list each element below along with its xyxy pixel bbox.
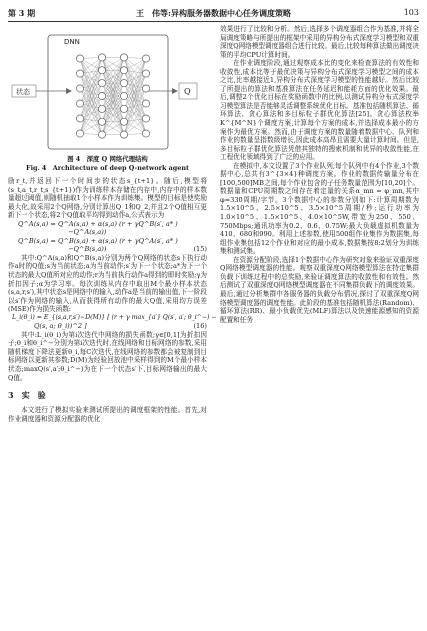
equation-16b-body: Q(s, a; θ_i))^2 ] xyxy=(34,322,87,331)
neural-network-graph xyxy=(76,54,149,138)
network-node xyxy=(98,67,105,74)
issue-number: 第 3 期 xyxy=(8,8,36,18)
network-node xyxy=(120,67,127,74)
equation-15-number: (15) xyxy=(193,245,207,254)
network-node xyxy=(120,54,127,61)
running-header xyxy=(8,6,419,20)
network-node xyxy=(98,131,105,138)
equation-15b: −Q^A(s,a)) xyxy=(68,228,107,237)
right-paragraph-2: 在作业调度阶段,通过观察成本比的变化来检查算法的有效性和收敛性,成本比等于最优决策与异构分布式深度学习模型之间的成本之比,比率越接近1,异构分布式深度学习模型的性能越好。然后比较了所提出的算法和基准算法在任务延迟和能耗方面的优化效果。最后,调整2个优化目标在奖励函数中的比例,以测试异构分布式深度学习模型算法是否能够灵活调整系统优化目标。基准包括随机算法、循环算法、贪心算法和多目标粒子群优化算法[25]。贪心算法枚举K^{M^N}个调度方案,计算每个方案的成本,并选择成本最小的方案作为最优方案。然而,由于调度方案的数量随着数据中心、队列和作业的数量呈指数级增长,因此成本高昂且需要大量计算时间。但是,多目标粒子群优化算法凭借其独特的搜索机制和优异的收敛性能,在工程优化领域得到了广泛的应用。 xyxy=(220,59,419,162)
section-heading-experiment: 3 实 验 xyxy=(8,390,46,401)
network-node xyxy=(76,70,83,77)
equation-15a: Q^A(s,a) = Q^A(s,a) + α(s,a) (r + γQ^B(s′, a* ) xyxy=(18,219,178,228)
network-node xyxy=(98,80,105,87)
equation-16b xyxy=(8,322,207,331)
figure-4 xyxy=(8,25,207,153)
right-paragraph-4: 在资源分配阶段,选择1个数据中心作为研究对象来验证双重深度Q网络模型调度器的性能。观察双重深度Q网络模型算法在特定集群负载下训练过程中的总奖励,来验证调度算法的收敛性和有效性。然后测试了双重深度Q网络模型调度器在不同集群负载下的调度效果。最后,通过分析集群中各服务器的负载分布情况,探讨了双重深度Q网络模型调度器的调度性能。此阶段的基准包括随机算法(Random)、循环算法(RR)、最小负载优先(MLF)算法以及快速能源感知的资源配置和任务 xyxy=(220,255,419,324)
dqn-architecture-diagram xyxy=(8,25,207,153)
network-node xyxy=(142,55,149,62)
network-node xyxy=(142,100,149,107)
network-node xyxy=(120,131,127,138)
left-column xyxy=(8,25,217,423)
running-title: 王 伟等:异构服务器数据中心任务调度策略 xyxy=(136,8,291,18)
network-node xyxy=(98,54,105,61)
equation-15d xyxy=(8,245,207,254)
network-node xyxy=(98,92,105,99)
page-number: 103 xyxy=(403,8,419,17)
network-node xyxy=(142,130,149,137)
right-column xyxy=(220,25,419,324)
q-output-label: Q xyxy=(184,87,191,96)
network-node xyxy=(120,80,127,87)
network-node xyxy=(76,100,83,107)
left-paragraph-4: 本文进行了模拟实验来测试所提出的调度框架的性能。首先,对作业调度器和资源分配器的优化 xyxy=(8,406,207,423)
network-node xyxy=(142,115,149,122)
network-node xyxy=(120,92,127,99)
header-rule xyxy=(8,21,419,22)
network-node xyxy=(76,55,83,62)
left-paragraph-1: 励r_t,并返回下一个时间步的状态s_{t+1}。随后,模型将(s_t,a_t,r_t,s_{t+1})作为训练样本存储在内存中,内存中的样本数量超过阈值,则随机抽取1个小样本作为训练集。模型的目标是使奖励最大化,故采用2个Q网络,分别计算出Q_1和Q_2,并且2个Q值相互更新下一个状态,将2个Q值取平均得到动作a,公式表示为 xyxy=(8,177,207,220)
figure-caption-cn: 图 4 深度 Q 网络代理结构 xyxy=(67,155,148,163)
network-node xyxy=(120,105,127,112)
equation-15c: Q^B(s,a) = Q^B(s,a) + α(s,a) (r + γQ^A(s′, a* ) xyxy=(18,236,178,245)
network-node xyxy=(98,105,105,112)
dnn-label: DNN xyxy=(64,38,80,46)
left-paragraph-2: 其中:Q^A(s,a)和Q^B(s,a)分别为两个Q网络的状态s下执行动作a时的Q值;s为当前状态;a为当前动作;s′为下一个状态;a*为下一个状态的最大Q值所对应的动作;r为当前执行动作a得到的即时奖励;γ为折扣因子;α为学习率。每次训练从内存中取出M个最小样本状态(s,a,r,s′),其中状态s是网络中的输入,动作a是当前的输出值,下一阶段以s′作为网络的输入,从而获得所有动作的最大Q值,采用均方误差(MSE)作为损失函数: xyxy=(8,253,207,314)
network-node xyxy=(76,130,83,137)
equation-16-number: (16) xyxy=(193,322,207,331)
network-node xyxy=(76,115,83,122)
network-node xyxy=(142,85,149,92)
network-node xyxy=(142,70,149,77)
state-input-label: 状态 xyxy=(16,88,30,96)
left-paragraph-3: 其中:L_i(θ_i)为第i次迭代中网络的损失函数;γ∈[0,1]为折扣因子;θ_i和θ_i^−分别为第i次迭代时,在线网络和目标网络的参数,采用随机梯度下降法更新θ_i,每C次迭代,在线网络的参数都会被复制到目标网络以更新其参数;D(M)为经验回放池中采样得到的M个最小样本状态;maxQ(s′,a′;θ_i^−)为在下一个状态s′下,目标网络输出的最大Q值。 xyxy=(8,330,207,382)
network-node xyxy=(76,85,83,92)
right-paragraph-3: 在模拟中,本文设置了3个作业队列,每个队列中有4个作业,3个数据中心,总共有3^{3×4}种调度方案。作业的数据传输量分布在[100,500]MB之间,每个作业包含的子任务数量范围为[10,20]个。数据量和CPU周期数之间存在着定量的关系α_mn = φ_mn,其中φ=330周期/字节。3个数据中心的参数分别如下:计算周期数为1.5×10^5、2.5×10^5、3.5×10^5周期/秒;运行功率为1.0×10^5、1.5×10^5、4.0×10^5W,带宽为250、550、750Mbps;通讯功率为0.2、0.6、0.75W;最大负载虚拟机数量为410、680和990。利用上述参数,使用500组作业集作为数据集,每组作业集包括12个作业和对应的最小成本,数据集按8:2划分为训练集和测试集。 xyxy=(220,161,419,256)
equation-16a: L_i(θ_i) = E_{(s,a,r,s′)∼D(M)} [ (r + γ max_{a′} Q(s′, a′; θ_i^−) − xyxy=(12,313,217,321)
figure-caption-en: Fig. 4 Architecture of deep Q-network agent xyxy=(26,164,189,172)
network-node xyxy=(120,118,127,125)
network-node xyxy=(98,118,105,125)
equation-15d-body: −Q^B(s,a)) xyxy=(68,245,107,254)
right-paragraph-1: 效果进行了比较和分析。然后,选择多个调度器组合作为基准,并将全局调度策略与所提出的框架中采用的异构分布式深度学习模型和双重深度Q网络模型调度器组合进行比较。最后,比较每种算法做出调度决策的平均CPU计算时间。 xyxy=(220,25,419,59)
